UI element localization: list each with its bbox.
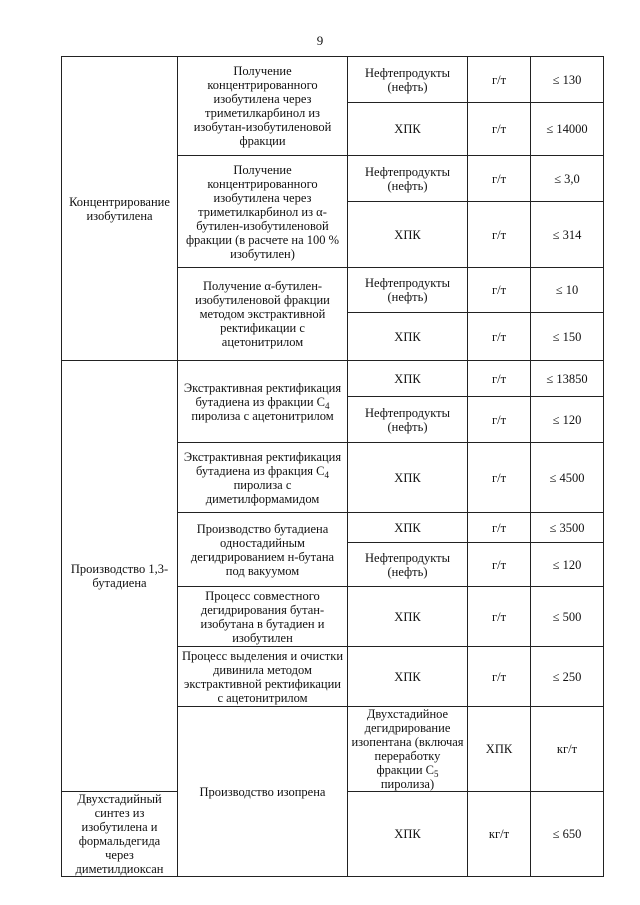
indicator-cell: ХПК: [468, 707, 531, 792]
process-cell: Экстрактивная ректификация бутадиена из фракции $С_4$ пиролиза с ацетонитрилом: [178, 361, 348, 443]
group-cell: Производство 1,3-бутадиена: [62, 361, 178, 792]
process-cell: Двухстадийное дегидрирование изопентана (включая переработку фракции $С_5$ пиролиза): [348, 707, 468, 792]
unit-cell: г/т: [468, 647, 531, 707]
group-cell: Производство изопрена: [178, 707, 348, 877]
unit-cell: г/т: [468, 587, 531, 647]
process-cell: Процесс выделения и очистки дивинила методом экстрактивной ректификации с ацетонитрилом: [178, 647, 348, 707]
table-row: [62, 57, 604, 103]
indicator-cell: Нефтепродукты (нефть): [348, 397, 468, 443]
unit-cell: г/т: [468, 543, 531, 587]
indicator-cell: ХПК: [348, 202, 468, 268]
group-cell: Концентрирование изобутилена: [62, 57, 178, 361]
value-cell: ≤ 120: [531, 397, 604, 443]
indicator-cell: Нефтепродукты (нефть): [348, 268, 468, 313]
unit-cell: г/т: [468, 57, 531, 103]
unit-cell: г/т: [468, 313, 531, 361]
process-cell: Производство бутадиена одностадийным дегидрированием н-бутана под вакуумом: [178, 513, 348, 587]
indicator-cell: ХПК: [348, 443, 468, 513]
value-cell: ≤ 4500: [531, 443, 604, 513]
process-cell: Двухстадийный синтез из изобутилена и формальдегида через диметилдиоксан: [62, 792, 178, 877]
value-cell: ≤ 150: [531, 313, 604, 361]
unit-cell: г/т: [468, 202, 531, 268]
value-cell: ≤ 130: [531, 57, 604, 103]
unit-cell: г/т: [468, 397, 531, 443]
value-cell: ≤ 250: [531, 647, 604, 707]
indicator-cell: ХПК: [348, 647, 468, 707]
table-row: [62, 361, 604, 397]
indicator-cell: ХПК: [348, 313, 468, 361]
emission-standards-table: [61, 56, 604, 877]
unit-cell: г/т: [468, 156, 531, 202]
process-cell: Получение концентрированного изобутилена через триметилкарбинол из α-бутилен-изобутиленовой фракции (в расчете на 100 % изобутилен): [178, 156, 348, 268]
value-cell: ≤ 120: [531, 543, 604, 587]
indicator-cell: Нефтепродукты (нефть): [348, 156, 468, 202]
value-cell: ≤ 3,0: [531, 156, 604, 202]
value-cell: ≤ 650: [531, 792, 604, 877]
value-cell: ≤ 500: [531, 587, 604, 647]
value-cell: ≤ 14000: [531, 103, 604, 156]
value-cell: ≤ 3500: [531, 513, 604, 543]
value-cell: ≤ 10: [531, 268, 604, 313]
unit-cell: г/т: [468, 443, 531, 513]
value-cell: ≤ 314: [531, 202, 604, 268]
unit-cell: г/т: [468, 513, 531, 543]
unit-cell: г/т: [468, 361, 531, 397]
process-cell: Процесс совместного дегидрирования бутан-изобутана в бутадиен и изобутилен: [178, 587, 348, 647]
unit-cell: г/т: [468, 103, 531, 156]
indicator-cell: Нефтепродукты (нефть): [348, 543, 468, 587]
indicator-cell: ХПК: [348, 361, 468, 397]
indicator-cell: ХПК: [348, 792, 468, 877]
indicator-cell: ХПК: [348, 587, 468, 647]
process-cell: Экстрактивная ректификация бутадиена из фракция $С_4$ пиролиза с диметилформамидом: [178, 443, 348, 513]
indicator-cell: ХПК: [348, 103, 468, 156]
unit-cell: г/т: [468, 268, 531, 313]
value-cell: ≤ 13850: [531, 361, 604, 397]
unit-cell: кг/т: [468, 792, 531, 877]
process-cell: Получение α-бутилен-изобутиленовой фракции методом экстрактивной ректификации с ацетонитрилом: [178, 268, 348, 361]
indicator-cell: ХПК: [348, 513, 468, 543]
page-number: 9: [316, 33, 324, 48]
process-cell: Получение концентрированного изобутилена через триметилкарбинол из изобутан-изобутиленовой фракции: [178, 57, 348, 156]
unit-cell: кг/т: [531, 707, 604, 792]
indicator-cell: Нефтепродукты (нефть): [348, 57, 468, 103]
